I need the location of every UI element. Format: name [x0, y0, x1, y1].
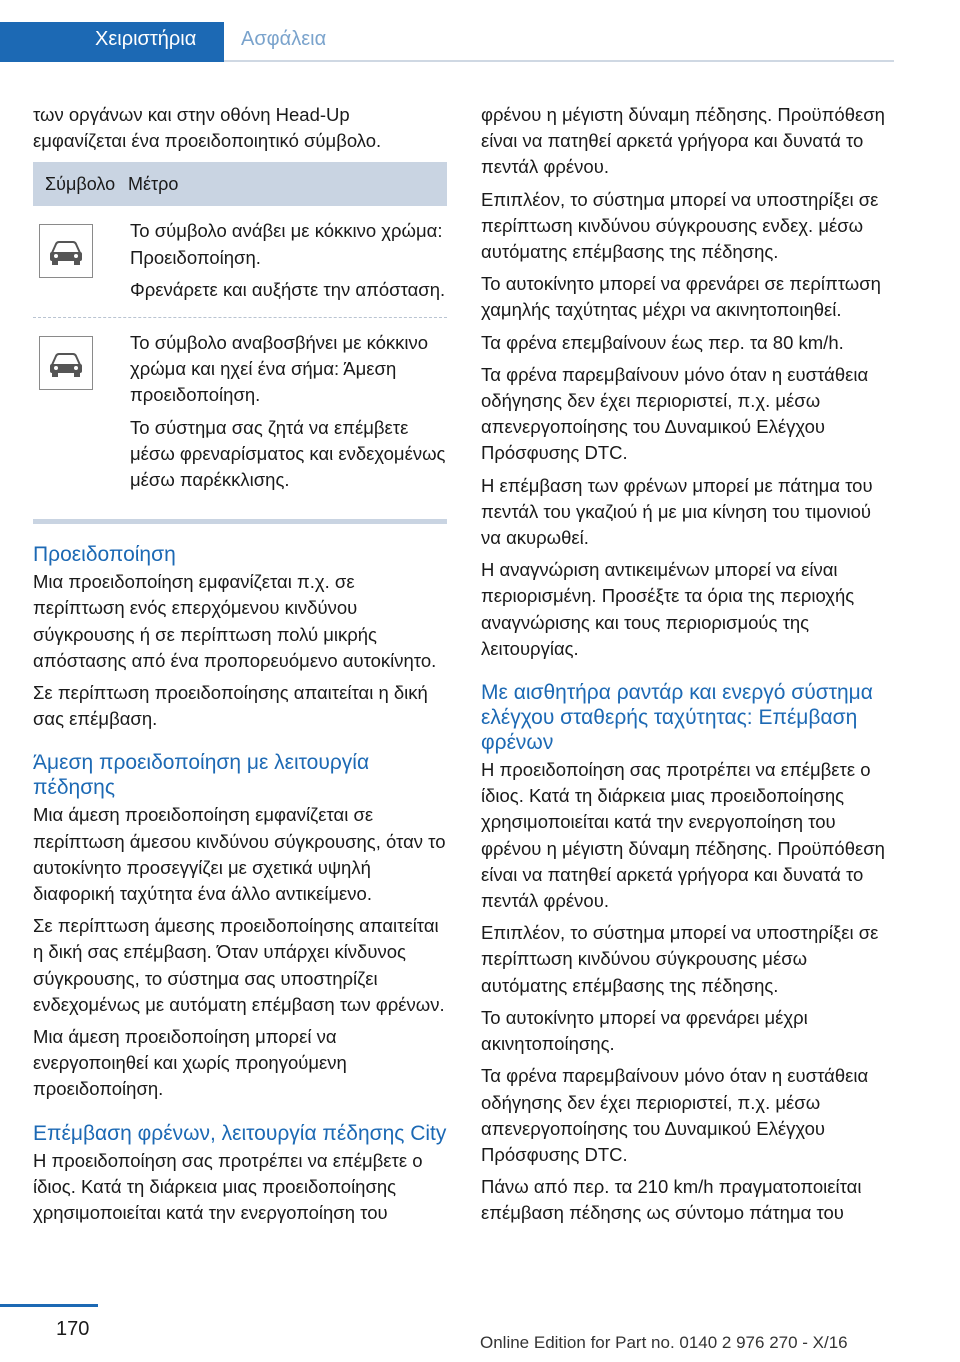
left-column	[33, 102, 447, 1232]
car-front-icon	[39, 336, 93, 390]
right-paragraph-4: Τα φρένα επεμβαίνουν έως περ. τα 80 km/h.	[481, 331, 844, 353]
table-row	[33, 206, 447, 317]
right-paragraph-12: Πάνω από περ. τα 210 km/h πραγματοποιείται επέμβαση πέδησης ως σύντομο πάτημα του	[481, 1176, 862, 1224]
tab-safety-label: Ασφάλεια	[241, 28, 327, 50]
warning-paragraph-2: Σε περίπτωση προειδοποίησης απαιτείται η δική σας επέμβαση.	[33, 682, 428, 730]
tab-controls[interactable]	[0, 22, 224, 62]
right-paragraph-2: Επιπλέον, το σύστημα μπορεί να υποστηρίξει σε περίπτωση κινδύνου σύγκρουσης ενδεχ. μέσω αυτόματης επέμβασης της πέδησης.	[481, 188, 879, 263]
city-paragraph-1: Η προειδοποίηση σας προτρέπει να επέμβετε ο ίδιος. Κατά τη διάρκεια μιας προειδοποίησης χρησιμοποιείται κατά την ενεργοποίηση του	[33, 1149, 423, 1224]
warning-paragraph-1: Μια προειδοποίηση εμφανίζεται π.χ. σε περίπτωση ενός επερχόμενου κινδύνου σύγκρουσης ή σε περίπτωση πολύ μικρής απόστασης από ένα προπορευόμενο αυτοκίνητο.	[33, 571, 437, 671]
header-measure: Μέτρο	[128, 174, 179, 195]
symbol-table-header	[33, 162, 447, 206]
right-paragraph-9: Επιπλέον, το σύστημα μπορεί να υποστηρίξει σε περίπτωση κινδύνου σύγκρουσης μέσω αυτόματης επέμβασης της πέδησης.	[481, 922, 879, 996]
edition-text: Online Edition for Part no. 0140 2 976 270 - X/16	[480, 1333, 848, 1352]
right-column	[481, 102, 895, 1233]
heading-warning: Προειδοποίηση	[33, 543, 176, 567]
heading-city-braking: Επέμβαση φρένων, λειτουργία πέδησης City	[33, 1121, 447, 1145]
page-number: 170	[56, 1318, 90, 1340]
immediate-paragraph-2: Σε περίπτωση άμεσης προειδοποίησης απαιτείται η δική σας επέμβαση. Όταν υπάρχει κίνδυνος σύγκρουσης, το σύστημα σας υποστηρίζει ενδεχομένως με αυτόματη επέμβαση των φρένων.	[33, 915, 445, 1015]
right-paragraph-11: Τα φρένα παρεμβαίνουν μόνο όταν η ευστάθεια οδήγησης δεν έχει περιοριστεί, π.χ. μέσω απενεργοποίησης του Δυναμικού Ελέγχου Πρόσφυσης DTC.	[481, 1065, 869, 1165]
right-paragraph-5: Τα φρένα παρεμβαίνουν μόνο όταν η ευστάθεια οδήγησης δεν έχει περιοριστεί, π.χ. μέσω απενεργοποίησης του Δυναμικού Ελέγχου Πρόσφυσης DTC.	[481, 363, 869, 464]
table-bottom-rule	[33, 519, 447, 524]
immediate-paragraph-1: Μια άμεση προειδοποίηση εμφανίζεται σε περίπτωση άμεσου κινδύνου σύγκρουσης, όταν το αυτοκίνητο προσεγγίζει με σχετικά υψηλή διαφορική ταχύτητα ένα άλλο αντικείμενο.	[33, 804, 446, 905]
intro-paragraph: των οργάνων και στην οθόνη Head-Up εμφανίζεται ένα προειδοποιητικό σύμβολο.	[33, 104, 382, 152]
table-row	[33, 317, 447, 507]
right-paragraph-10: Το αυτοκίνητο μπορεί να φρενάρει μέχρι ακινητοποίησης.	[481, 1006, 808, 1055]
tab-bar	[0, 0, 960, 62]
immediate-paragraph-3: Μια άμεση προειδοποίηση μπορεί να ενεργοποιηθεί και χωρίς προηγούμενη προειδοποίηση.	[33, 1026, 347, 1100]
row1-line1: Το σύμβολο ανάβει με κόκκινο χρώμα: Προειδοποίηση.	[130, 220, 443, 268]
footer-rule	[0, 1304, 98, 1307]
right-paragraph-8: Η προειδοποίηση σας προτρέπει να επέμβετε ο ίδιος. Κατά τη διάρκεια μιας προειδοποίησης χρησιμοποιείται κατά την ενεργοποίηση του φρένου η μέγιστη δύναμη πέδησης. Προϋπόθεση είναι να πατηθεί αρκετά γρήγορα και δυνατά το πεντάλ φρένου.	[481, 759, 885, 912]
heading-radar-braking: Με αισθητήρα ραντάρ και ενεργό σύστημα ελέγχου σταθερής ταχύτητας: Επέμβαση φρένων	[481, 681, 873, 755]
tab-controls-label: Χειριστήρια	[95, 28, 197, 50]
right-paragraph-7: Η αναγνώριση αντικειμένων μπορεί να είναι περιορισμένη. Προσέξτε τα όρια της περιοχής αναγνώρισης και τους περιορισμούς της λειτουργίας.	[481, 559, 855, 659]
row2-line1: Το σύμβολο αναβοσβήνει με κόκκινο χρώμα και ηχεί ένα σήμα: Άμεση προειδοποίηση.	[130, 332, 429, 406]
row1-line2: Φρενάρετε και αυξήστε την απόσταση.	[130, 278, 446, 300]
tab-safety[interactable]	[224, 22, 894, 62]
right-paragraph-6: Η επέμβαση των φρένων μπορεί με πάτημα του πεντάλ του γκαζιού ή με μια κίνηση του τιμονιού να ακυρωθεί.	[481, 474, 873, 549]
right-paragraph-3: Το αυτοκίνητο μπορεί να φρενάρει σε περίπτωση χαμηλής ταχύτητας μέχρι να ακινητοποιηθεί.	[481, 273, 881, 321]
heading-immediate-warning: Άμεση προειδοποίηση με λειτουργία πέδησης	[33, 751, 370, 800]
header-symbol: Σύμβολο	[45, 174, 116, 195]
row2-line2: Το σύστημα σας ζητά να επέμβετε μέσω φρεναρίσματος και ενδεχομένως μέσω παρέκκλισης.	[130, 416, 446, 491]
car-front-icon	[39, 224, 93, 278]
right-paragraph-1: φρένου η μέγιστη δύναμη πέδησης. Προϋπόθεση είναι να πατηθεί αρκετά γρήγορα και δυνατά το πεντάλ φρένου.	[481, 104, 885, 178]
